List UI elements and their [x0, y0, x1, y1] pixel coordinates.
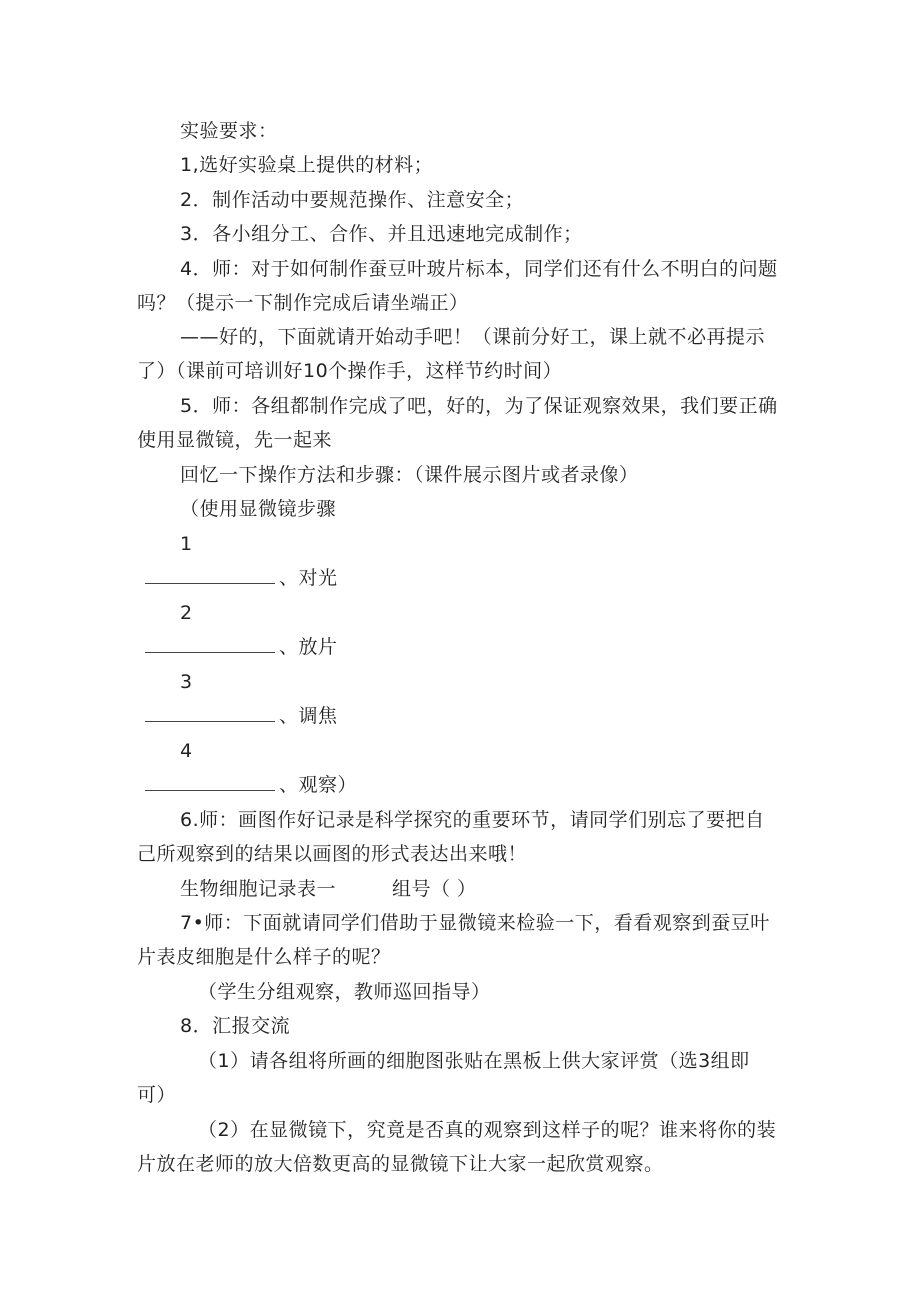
paragraph-8: 8．汇报交流 — [180, 1015, 291, 1037]
fill-blank — [145, 569, 275, 584]
paragraph-4-line-1: 4．师：对于如何制作蚕豆叶玻片标本，同学们还有什么不明白的问题 — [180, 258, 778, 280]
fill-blank — [145, 707, 275, 722]
paragraph-7-line-1: 7•师：下面就请同学们借助于显微镜来检验一下，看看观察到蚕豆叶 — [180, 912, 770, 934]
paragraph-5-line-2: 使用显微镜，先一起来 — [137, 429, 333, 451]
fill-blank — [145, 638, 275, 653]
step-line — [145, 773, 357, 797]
step-label: 、对光 — [279, 567, 338, 589]
step-number: 1 — [180, 533, 193, 555]
requirement-3: 3．各小组分工、合作、并且迅速地完成制作； — [180, 223, 583, 245]
group-number-label: 组号（ ） — [392, 878, 477, 900]
paragraph-7-line-2: 片表皮细胞是什么样子的呢？ — [137, 946, 391, 968]
step-number: 2 — [180, 602, 193, 624]
step-number: 3 — [180, 671, 193, 693]
dash-paragraph-line-1: ——好的，下面就请开始动手吧！（课前分好工，课上就不必再提示 — [180, 326, 766, 348]
step-line — [145, 635, 338, 659]
record-table-line — [180, 877, 477, 901]
paragraph-8-1-line-1: （1）请各组将所画的细胞图张贴在黑板上供大家评赏（选3组即 — [198, 1050, 750, 1072]
paragraph-8-2-line-2: 片放在老师的放大倍数更高的显微镜下让大家一起欣赏观察。 — [137, 1153, 664, 1175]
steps-intro: （使用显微镜步骤 — [180, 498, 337, 520]
paragraph-6-line-1: 6.师：画图作好记录是科学探究的重要环节，请同学们别忘了要把自 — [180, 809, 765, 831]
dash-paragraph-line-2: 了）（课前可培训好10个操作手，这样节约时间） — [137, 360, 563, 382]
paragraph-4-line-2: 吗？（提示一下制作完成后请坐端正） — [137, 292, 469, 314]
step-label: 、观察） — [279, 774, 358, 796]
requirement-1: 1,选好实验桌上提供的材料； — [180, 154, 434, 176]
student-note: （学生分组观察，教师巡回指导） — [198, 981, 491, 1003]
paragraph-5-line-1: 5．师：各组都制作完成了吧，好的，为了保证观察效果，我们要正确 — [180, 395, 778, 417]
paragraph-6-line-2: 己所观察到的结果以画图的形式表达出来哦！ — [137, 843, 528, 865]
step-number: 4 — [180, 740, 193, 762]
paragraph-8-1-line-2: 可） — [137, 1084, 177, 1106]
fill-blank — [145, 776, 275, 791]
step-label: 、放片 — [279, 636, 338, 658]
heading: 实验要求： — [180, 120, 278, 142]
step-line — [145, 704, 338, 728]
paragraph-8-2-line-1: （2）在显微镜下，究竟是否真的观察到这样子的呢？谁来将你的装 — [198, 1119, 777, 1141]
recall-line: 回忆一下操作方法和步骤：（课件展示图片或者录像） — [180, 464, 639, 486]
requirement-2: 2．制作活动中要规范操作、注意安全； — [180, 189, 525, 211]
step-line — [145, 566, 338, 590]
record-table-title: 生物细胞记录表一 — [180, 878, 337, 900]
step-label: 、调焦 — [279, 705, 338, 727]
